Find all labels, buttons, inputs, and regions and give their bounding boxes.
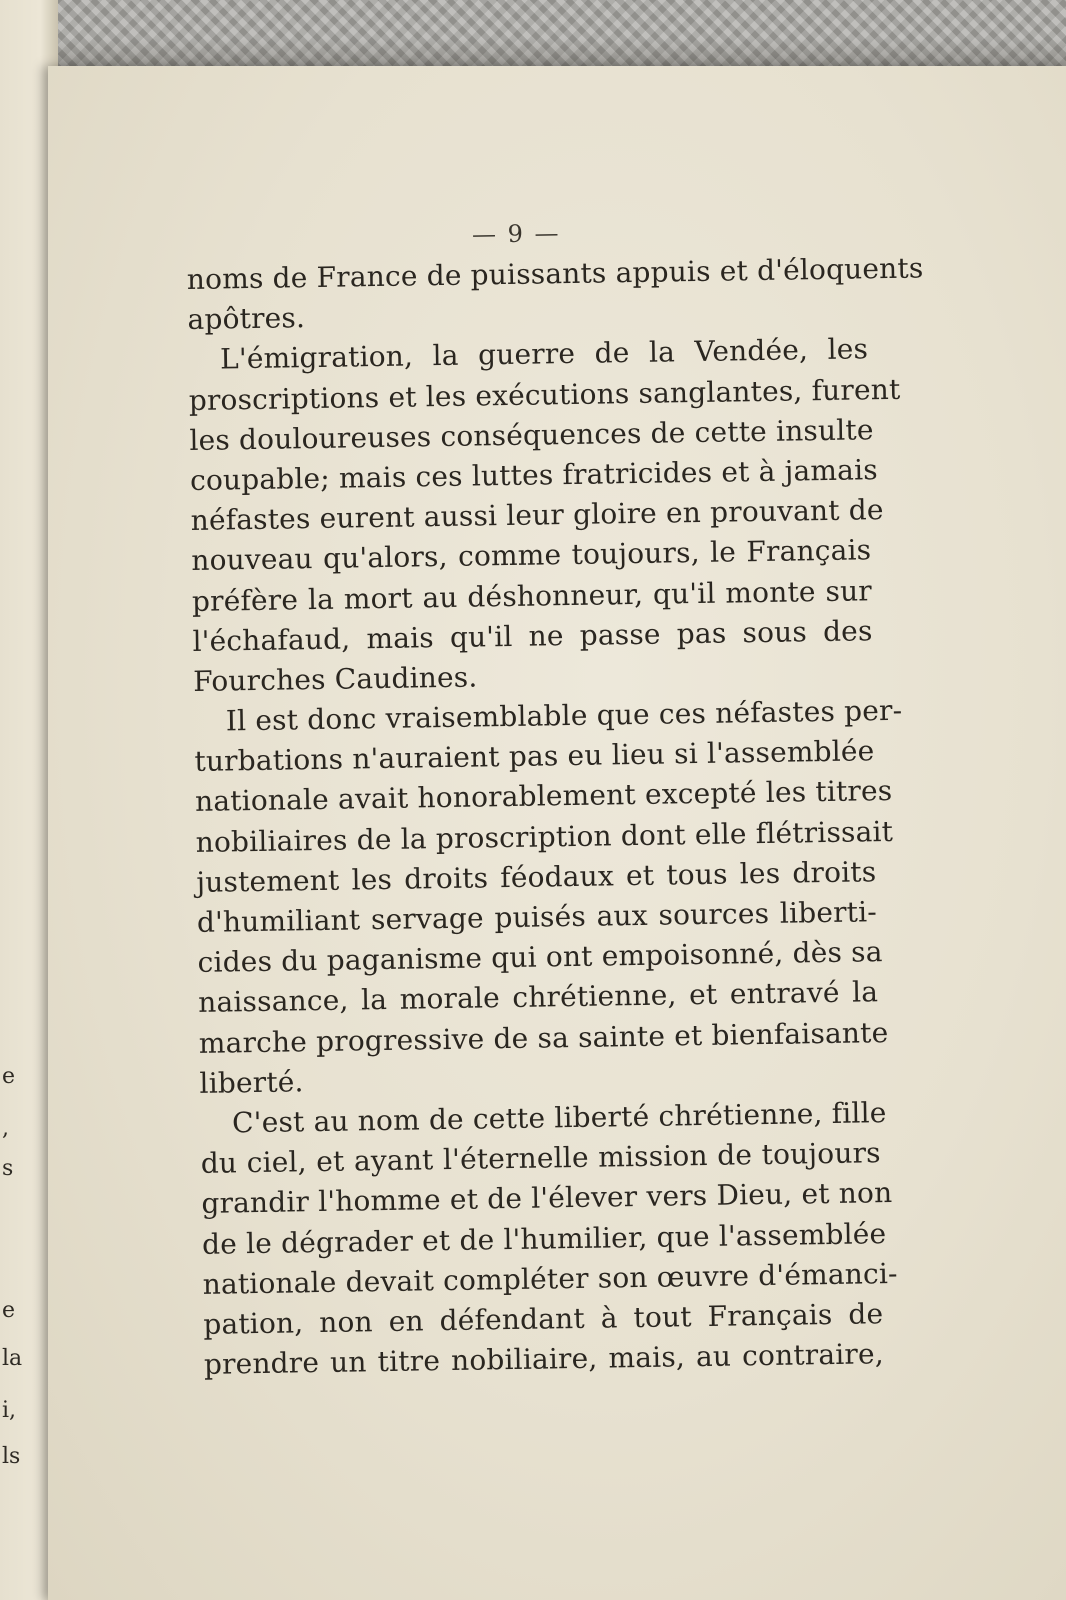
edge-fragment: e [2,1064,16,1089]
text-line: L'émigration, la guerre de la Vendée, les [219,332,869,376]
text-line: marche progressive de sa sainte et bienfaisante [198,1015,889,1060]
edge-fragment: , [2,1116,9,1141]
text-line: noms de France de puissants appuis et d'éloquents [186,251,924,296]
text-line: Il est donc vraisemblable que ces néfastes per- [225,693,903,738]
text-line: les douloureuses conséquences de cette insulte [189,412,874,457]
text-line: nouveau qu'alors, comme toujours, le Français [191,533,872,578]
text-line: du ciel, et ayant l'éternelle mission de toujours [200,1136,881,1181]
edge-fragment: i, [2,1398,17,1423]
edge-fragment: s [2,1156,14,1181]
text-line: de le dégrader et de l'humilier, que l'assemblée [201,1216,887,1261]
text-line: nobiliaires de la proscription dont elle flétrissait [195,814,894,859]
text-line: cides du paganisme qui ont empoisonné, dès sa [197,935,883,980]
text-line: apôtres. [187,301,306,337]
text-line: prendre un titre nobiliaire, mais, au contraire, [203,1337,885,1381]
page-number: — 9 — [471,219,561,249]
edge-fragment: la [2,1346,23,1371]
page-text [186,211,924,1385]
edge-fragment: e [2,1298,16,1323]
text-line: nationale devait compléter son œuvre d'émanci- [202,1256,898,1301]
text-line: C'est au nom de cette liberté chrétienne, fille [231,1096,887,1140]
text-line: pation, non en défendant à tout Français de [203,1297,884,1341]
text-line: naissance, la morale chrétienne, et entravé la [198,975,879,1020]
text-line: liberté. [199,1065,304,1100]
text-line: turbations n'auraient pas eu lieu si l'assemblée [194,734,875,779]
text-line: néfastes eurent aussi leur gloire en prouvant de [190,493,884,538]
text-line: préfère la mort au déshonneur, qu'il monte sur [191,573,873,618]
text-line: justement les droits féodaux et tous les droits [196,855,877,899]
text-line: nationale avait honorablement excepté les titres [194,774,893,819]
text-line: d'humiliant servage puisés aux sources liberti- [196,895,878,939]
text-line: proscriptions et les exécutions sanglantes, furent [188,372,901,417]
text-line: grandir l'homme et de l'élever vers Dieu, et non [201,1176,893,1221]
edge-fragment: ls [2,1444,21,1469]
text-line: coupable; mais ces luttes fratricides et à jamais [189,453,879,497]
text-line: Fourches Caudines. [192,660,478,698]
text-line: l'échafaud, mais qu'il ne passe pas sous des [192,613,873,658]
